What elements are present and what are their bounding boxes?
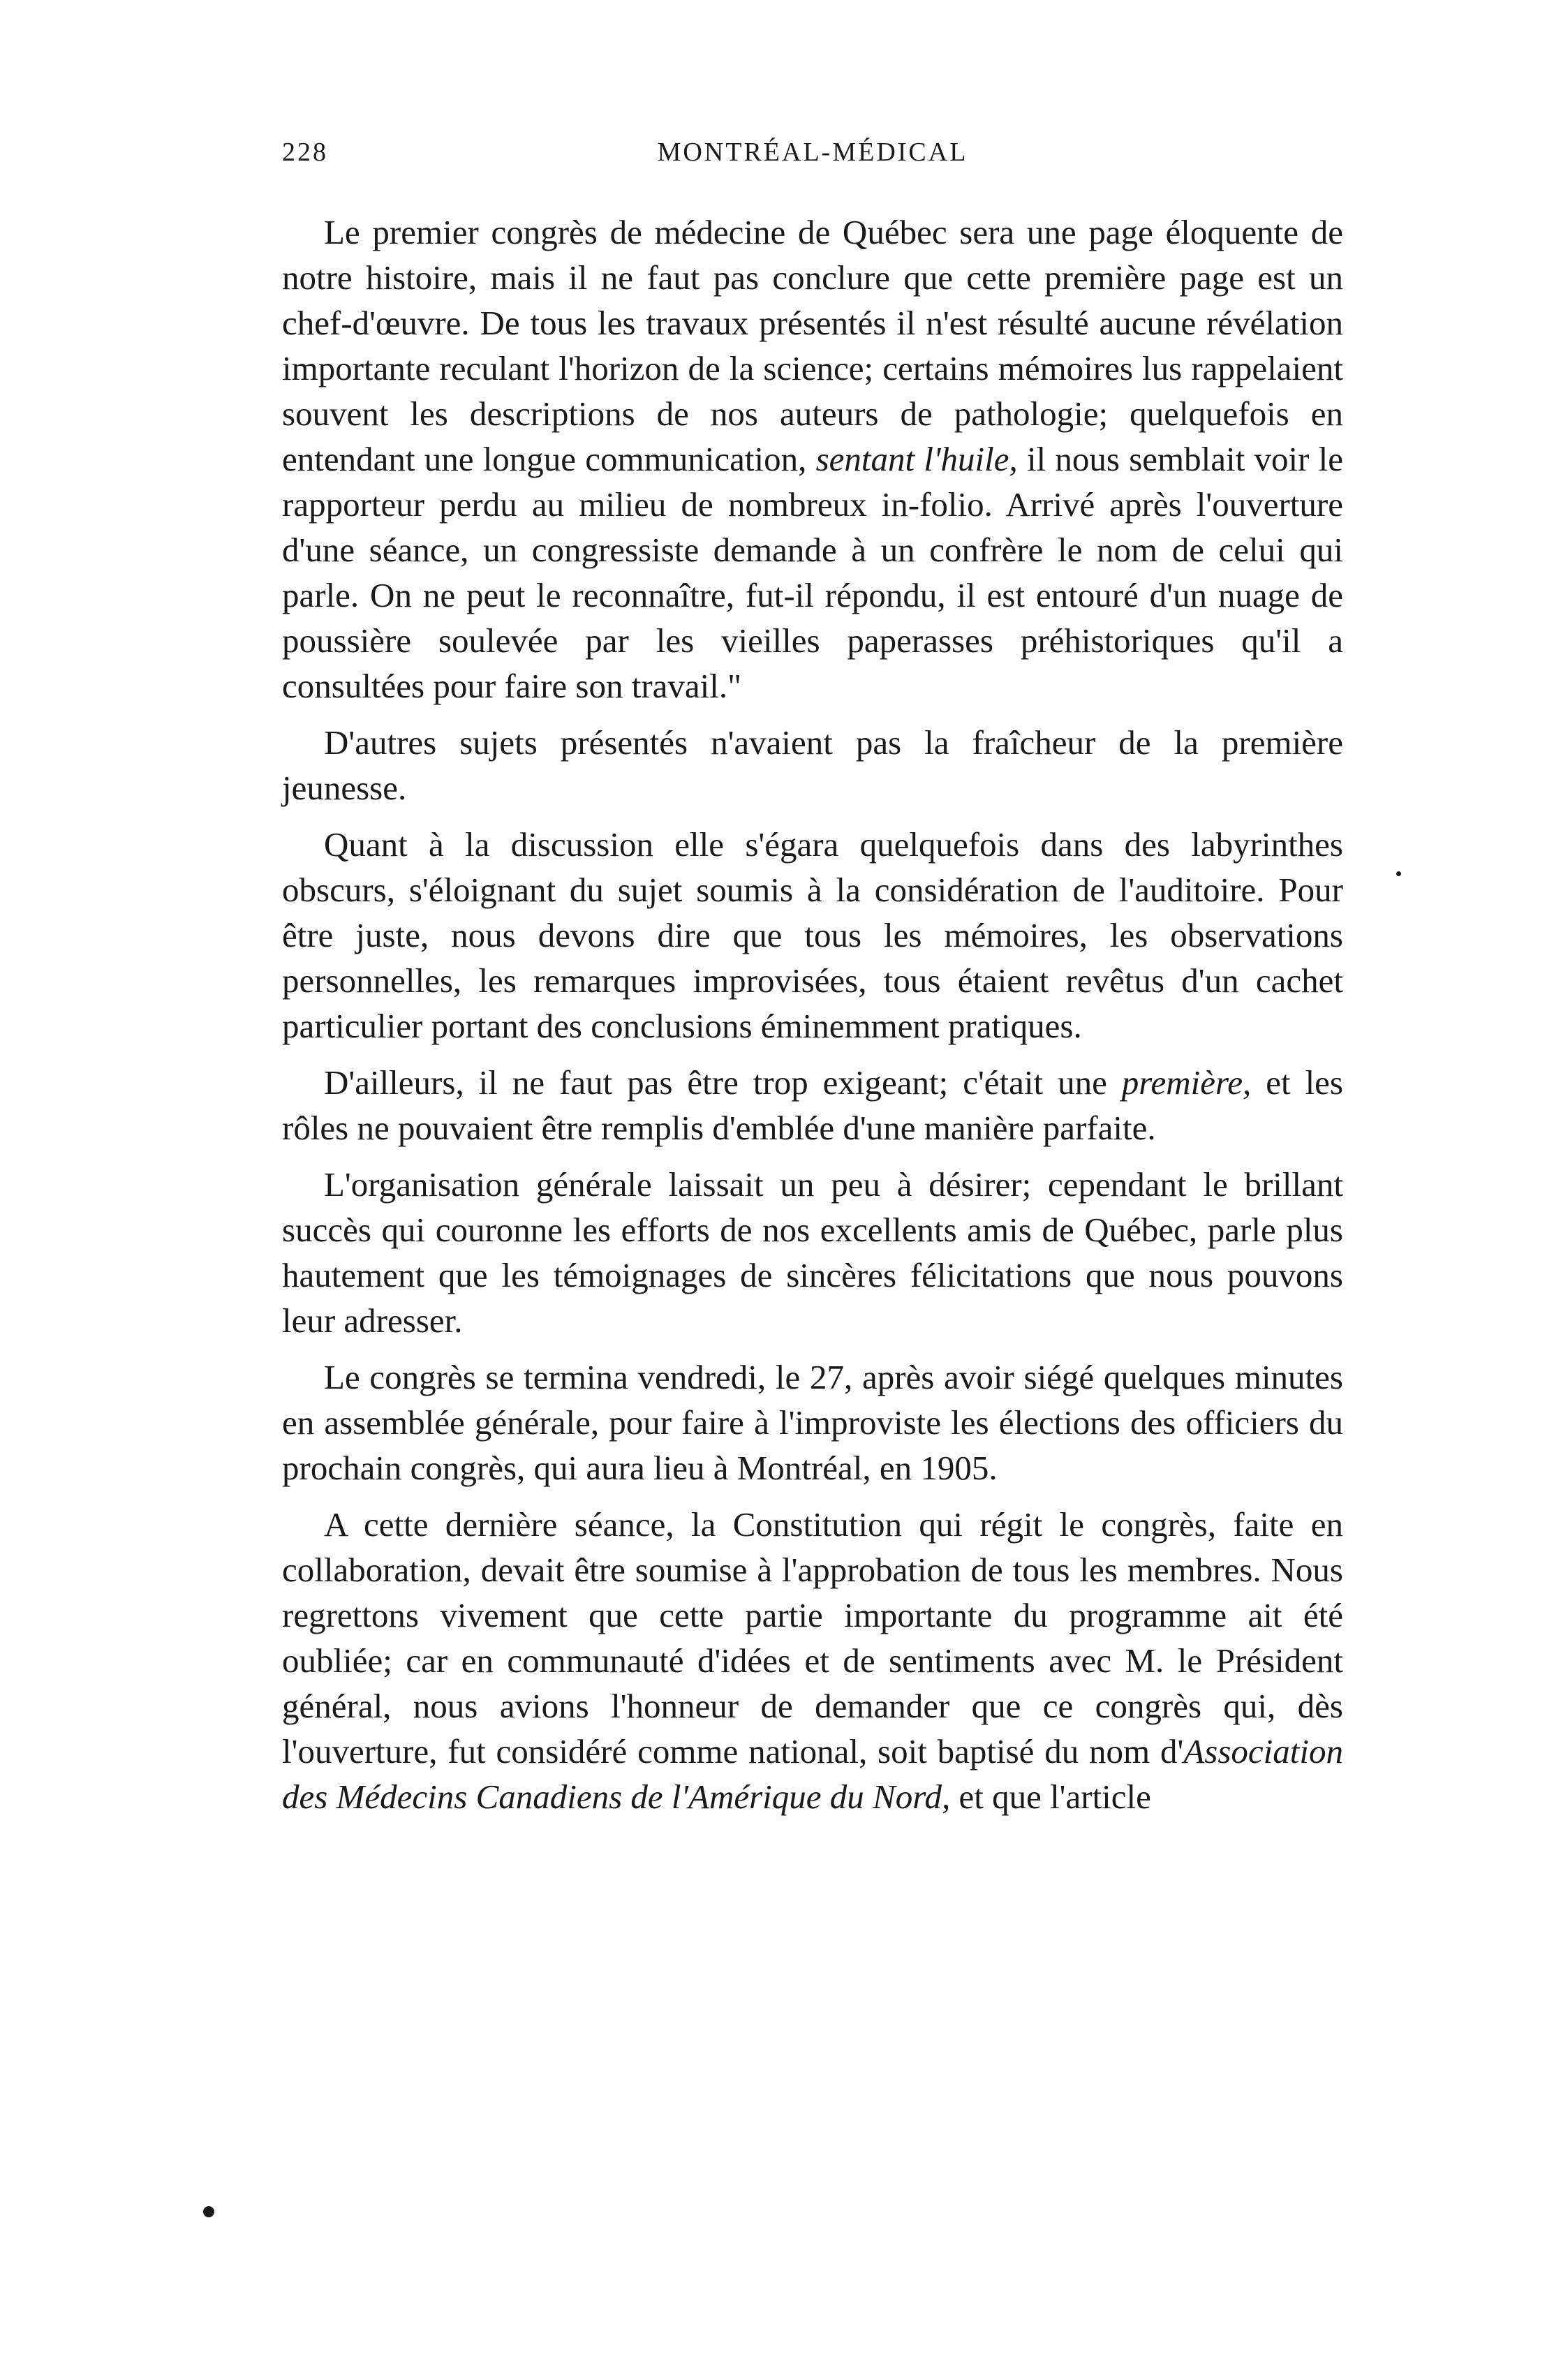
ink-speck [1396,871,1401,876]
ink-speck [203,2206,214,2217]
paragraph-2: D'autres sujets présentés n'avaient pas la fraîcheur de la première jeunesse. [282,723,1343,807]
page-header [282,137,1343,179]
paragraph-4 [282,1060,1343,1151]
paragraph-7-text-a: A cette dernière séance, la Constitution qui régit le congrès, faite en collaboration, devait être soumise à l'approbation de tous les membres. Nous regrettons vivement que cette partie importante du programme ait été oubliée; car en communauté d'idées et de sentiments avec M. le Président général, nous avions l'honneur de demander que ce congrès qui, dès l'ouverture, fut considéré comme national, soit baptisé du nom d' [282,1505,1343,1771]
paragraph-4-text-a: D'ailleurs, il ne faut pas être trop exigeant; c'était une [324,1063,1122,1102]
paragraph-4-text-b: et les rôles ne pouvaient être remplis d'emblée d'une manière parfaite. [282,1063,1343,1147]
paragraph-7-italic: Association des Médecins Canadiens de l'Amérique du Nord, [282,1732,1343,1816]
paragraph-1-italic: sentant l'huile, [815,440,1018,478]
page-number: 228 [282,138,328,167]
paragraph-5: L'organisation générale laissait un peu à désirer; cependant le brillant succès qui couronne les efforts de nos excellents amis de Québec, parle plus hautement que les témoignages de sincères félicitations que nous pouvons leur adresser. [282,1165,1343,1340]
paragraph-1-text-b: il nous semblait voir le rapporteur perdu au milieu de nombreux in-folio. Arrivé après l'ouverture d'une séance, un congressiste demande à un confrère le nom de celui qui parle. On ne peut le reconnaître, fut-il répondu, il est entouré d'un nuage de poussière soulevée par les vieilles paperasses préhistoriques qu'il a consultées pour faire son travail." [282,440,1343,705]
paragraph-7 [282,1502,1343,1819]
paragraph-1 [282,209,1343,709]
paragraph-6: Le congrès se termina vendredi, le 27, après avoir siégé quelques minutes en assemblée générale, pour faire à l'improviste les élections des officiers du prochain congrès, qui aura lieu à Montréal, en 1905. [282,1358,1343,1487]
paragraph-4-italic: première, [1121,1063,1252,1102]
paragraph-7-text-b: et que l'article [950,1777,1151,1816]
paragraph-1-text-a: Le premier congrès de médecine de Québec sera une page éloquente de notre histoire, mais il ne faut pas conclure que cette première page est un chef-d'œuvre. De tous les travaux présentés il n'est résulté aucune révélation importante reculant l'horizon de la science; certains mémoires lus rappelaient souvent les descriptions de nos auteurs de pathologie; quelquefois en entendant une longue communication, [282,213,1343,478]
body-text [282,209,1343,1831]
running-title: MONTRÉAL-MÉDICAL [657,138,968,167]
paragraph-3: Quant à la discussion elle s'égara quelquefois dans des labyrinthes obscurs, s'éloignant du sujet soumis à la considération de l'auditoire. Pour être juste, nous devons dire que tous les mémoires, les observations personnelles, les remarques improvisées, tous étaient revêtus d'un cachet particulier portant des conclusions éminemment pratiques. [282,825,1343,1045]
